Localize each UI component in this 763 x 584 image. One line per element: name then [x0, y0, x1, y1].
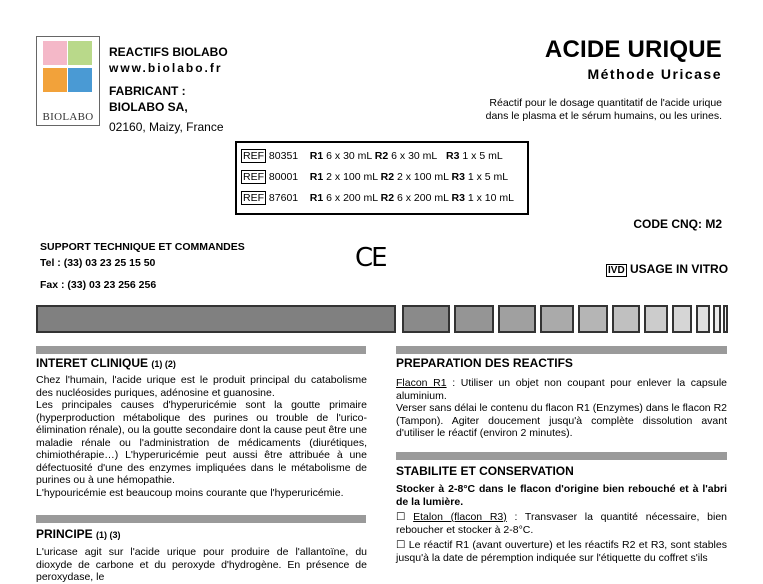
r1-label: R1 — [309, 150, 324, 162]
r3-label: R3 — [451, 192, 465, 204]
support-tel: Tel : (33) 03 23 25 15 50 — [40, 257, 156, 269]
paragraph: Stocker à 2-8°C dans le flacon d'origine bien rebouché et à l'abri de la lumière. — [396, 483, 727, 508]
maker-address: 02160, Maizy, France — [109, 120, 224, 134]
logo-tile-green — [68, 41, 92, 65]
logo-text: BIOLABO — [42, 111, 94, 123]
ref-number: 80351 — [268, 150, 299, 162]
ref-box: REF — [243, 171, 264, 183]
section-title-text: PRINCIPE — [36, 527, 93, 541]
bar-segment — [578, 305, 608, 333]
paragraph-text: : Utiliser un objet non coupant pour enlever la capsule aluminium. — [396, 377, 728, 402]
paragraph: Verser sans délai le contenu du flacon R1 (Enzymes) dans le flacon R2 (Tampon). Agiter doucement jusqu'à complète dissolution avant d'utiliser le réactif (environ 2 minutes). — [396, 402, 727, 439]
r2-label: R2 — [380, 171, 395, 183]
ref-box: REF — [243, 192, 264, 204]
bar-segment — [498, 305, 536, 333]
r3-label: R3 — [451, 171, 465, 183]
biolabo-logo — [36, 36, 100, 126]
logo-tile-pink — [43, 41, 67, 65]
bullet-label: Etalon (flacon R3) — [413, 511, 507, 523]
logo-tile-orange — [43, 68, 67, 92]
purpose-line-2: dans le plasma et le sérum humains, ou les urines. — [485, 110, 722, 122]
bar-segment — [696, 305, 710, 333]
support-fax: Fax : (33) 03 23 256 256 — [40, 279, 157, 291]
bullet-text: : Transvaser la quantité nécessaire, bien reboucher et stocker à 2-8°C. — [396, 511, 727, 536]
bar-segment — [612, 305, 640, 333]
r2-label: R2 — [380, 192, 395, 204]
reference-row — [241, 171, 508, 183]
section-header-bar — [36, 346, 366, 354]
bar-segment — [36, 305, 396, 333]
paragraph: Les principales causes d'hyperuricémie sont la goutte primaire (hyperproduction métabolique des purines ou trouble de l'urico-élimination rénale), ou la goutte secondaire dont la cause peut être une maladie rénale ou l'administration de médicaments (diurétiques, chimiothérapie…) L'hyperuricémie peut aussi être attribuée à une défectuosité d'une des enzymes impliquées dans le métabolisme de purines ou à une hémopathie. — [36, 399, 367, 486]
section-refs: (1) (2) — [151, 359, 176, 369]
r3-volume: 1 x 5 mL — [462, 150, 503, 162]
section-header-bar — [396, 452, 727, 460]
bar-segment — [540, 305, 574, 333]
bullet-item: ☐ Le réactif R1 (avant ouverture) et les réactifs R2 et R3, sont stables jusqu'à la date de péremption indiquée sur l'étiquette du coffret s'ils — [396, 539, 727, 564]
section-title-interet — [36, 356, 176, 370]
ivd-text: USAGE IN VITRO — [630, 262, 729, 276]
bullet-item: ☐ Etalon (flacon R3) : Transvaser la quantité nécessaire, bien reboucher et stocker à 2-8°C. — [396, 511, 727, 536]
product-method: Méthode Uricase — [587, 66, 722, 82]
paragraph: L'hypouricémie est beaucoup moins courante que l'hyperuricémie. — [36, 486, 344, 499]
ce-mark: CE — [355, 243, 386, 273]
reference-row — [241, 150, 503, 162]
reference-table — [235, 141, 529, 215]
ivd-box: IVD — [608, 265, 625, 276]
maker-name: BIOLABO SA, — [109, 100, 188, 114]
r2-label: R2 — [374, 150, 389, 162]
code-cnq: CODE CNQ: M2 — [633, 217, 722, 231]
logo-tile-blue — [68, 68, 92, 92]
paragraph — [396, 377, 727, 402]
support-block — [40, 240, 245, 292]
ref-number: 87601 — [268, 192, 299, 204]
paragraph: Chez l'humain, l'acide urique est le produit principal du catabolisme des nucléosides puriques, adénosine et guanosine. — [36, 374, 367, 399]
purpose-line-1: Réactif pour le dosage quantitatif de l'acide urique — [489, 97, 722, 109]
bar-segment — [672, 305, 692, 333]
ivd-label — [606, 262, 728, 276]
section-title-principe — [36, 527, 121, 541]
bar-segment — [713, 305, 721, 333]
company-website[interactable]: www.biolabo.fr — [109, 61, 223, 75]
maker-label: FABRICANT : — [109, 84, 186, 98]
section-title-text: INTERET CLINIQUE — [36, 356, 149, 370]
company-info — [109, 44, 228, 135]
r3-volume: 1 x 5 mL — [467, 171, 509, 183]
bar-segment — [402, 305, 450, 333]
r2-volume: 6 x 30 mL — [391, 150, 438, 162]
paragraph: L'uricase agit sur l'acide urique pour produire de l'allantoïne, du dioxyde de carbone et du peroxyde d'hydrogène. En présence de peroxydase, le — [36, 546, 367, 583]
section-principe-body — [36, 546, 367, 584]
section-title-stabilite: STABILITE ET CONSERVATION — [396, 464, 574, 478]
ref-box: REF — [243, 150, 264, 162]
product-title: ACIDE URIQUE — [544, 36, 722, 63]
r2-volume: 2 x 100 mL — [397, 171, 449, 183]
r1-volume: 6 x 30 mL — [326, 150, 372, 162]
section-stabilite-body — [396, 483, 727, 564]
section-header-bar — [396, 346, 727, 354]
bar-segment — [644, 305, 668, 333]
product-title-block — [545, 36, 722, 82]
r1-volume: 6 x 200 mL — [326, 192, 378, 204]
r3-label: R3 — [446, 150, 460, 162]
r1-label: R1 — [309, 171, 324, 183]
section-refs: (1) (3) — [96, 530, 121, 540]
ref-number: 80001 — [268, 171, 299, 183]
product-purpose — [422, 97, 722, 123]
bar-segment — [723, 305, 728, 333]
section-title-preparation: PREPARATION DES REACTIFS — [396, 356, 573, 370]
company-name: REACTIFS BIOLABO — [109, 45, 228, 59]
r1-volume: 2 x 100 mL — [326, 171, 378, 183]
r2-volume: 6 x 200 mL — [397, 192, 449, 204]
section-header-bar — [36, 515, 366, 523]
reference-row — [241, 192, 514, 204]
section-preparation-body — [396, 377, 727, 440]
bullet-text: Le réactif R1 (avant ouverture) et les réactifs R2 et R3, sont stables jusqu'à la date de péremption indiquée sur l'étiquette du coffret s'ils — [396, 539, 727, 564]
flacon-label: Flacon R1 — [396, 377, 447, 389]
bar-segment — [454, 305, 494, 333]
support-title: SUPPORT TECHNIQUE ET COMMANDES — [40, 241, 245, 253]
r1-label: R1 — [309, 192, 324, 204]
r3-volume: 1 x 10 mL — [467, 192, 514, 204]
section-interet-body — [36, 374, 367, 499]
